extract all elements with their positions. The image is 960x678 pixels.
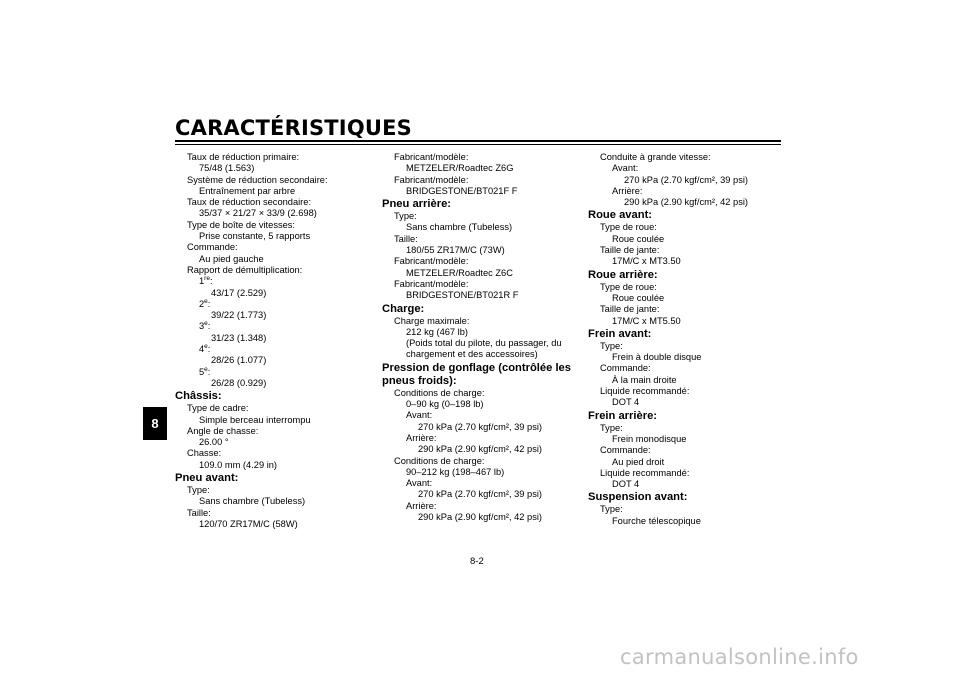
spec-text: 3	[199, 321, 205, 332]
spec-text: Arrière:	[612, 185, 643, 196]
spec-label	[382, 388, 582, 399]
spec-value	[588, 163, 788, 174]
spec-colon: :	[207, 344, 211, 355]
spec-value	[175, 519, 375, 530]
spec-label	[382, 211, 582, 222]
spec-text: Type:	[600, 422, 623, 433]
spec-text: Roue coulée	[612, 233, 665, 244]
spec-label	[382, 152, 582, 163]
spec-text: Frein avant:	[588, 327, 652, 340]
spec-value	[175, 231, 375, 242]
spec-value	[175, 460, 375, 471]
spec-value	[175, 208, 375, 219]
spec-text: 290 kPa (2.90 kgf/cm², 42 psi)	[624, 197, 749, 208]
spec-value	[588, 352, 788, 363]
spec-value	[382, 338, 582, 361]
spec-text: Frein monodisque	[612, 433, 687, 444]
spec-text: Taux de réduction primaire:	[187, 152, 300, 162]
section-heading	[382, 303, 582, 316]
spec-text: 290 kPa (2.90 kgf/cm², 42 psi)	[418, 444, 543, 455]
spec-value	[382, 512, 582, 523]
spec-text: 75/48 (1.563)	[199, 163, 255, 174]
spec-value	[382, 222, 582, 233]
spec-value	[382, 489, 582, 500]
ordinal-suffix: re	[204, 275, 210, 283]
spec-value	[588, 479, 788, 490]
spec-value	[588, 293, 788, 304]
spec-label	[175, 220, 375, 231]
ordinal-suffix: e	[204, 297, 208, 305]
spec-text: Conditions de charge:	[394, 455, 485, 466]
spec-label	[588, 282, 788, 293]
spec-text: 35/37 × 21/27 × 33/9 (2.698)	[199, 208, 317, 219]
spec-text: 0–90 kg (0–198 lb)	[406, 399, 484, 410]
spec-text: Avant:	[406, 478, 433, 489]
spec-value	[175, 344, 375, 355]
spec-text: 26.00 °	[199, 437, 229, 448]
spec-colon: :	[209, 276, 213, 287]
spec-label	[382, 256, 582, 267]
spec-text: 26/28 (0.929)	[211, 377, 267, 388]
spec-text: BRIDGESTONE/BT021R F	[406, 290, 519, 301]
spec-text: Fabricant/modèle:	[394, 152, 469, 162]
section-heading	[175, 472, 375, 485]
spec-text: 270 kPa (2.70 kgf/cm², 39 psi)	[418, 489, 543, 500]
spec-text: Sans chambre (Tubeless)	[199, 496, 306, 507]
spec-label	[175, 242, 375, 253]
spec-value	[175, 437, 375, 448]
spec-value	[382, 433, 582, 444]
spec-label	[382, 234, 582, 245]
spec-label	[588, 304, 788, 315]
spec-text: Conduite à grande vitesse:	[600, 152, 711, 162]
spec-text: Pneu arrière:	[382, 198, 452, 211]
ordinal-suffix: e	[204, 320, 208, 328]
spec-text: DOT 4	[612, 397, 640, 408]
spec-label	[175, 485, 375, 496]
spec-text: Au pied gauche	[199, 253, 264, 264]
spec-text: Type de roue:	[600, 222, 657, 233]
spec-text: Type de roue:	[600, 281, 657, 292]
spec-text: Pression de gonflage (contrôlée les pneus froids):	[382, 361, 571, 387]
spec-text: 270 kPa (2.70 kgf/cm², 39 psi)	[418, 421, 543, 432]
spec-label	[382, 279, 582, 290]
spec-text: Taux de réduction secondaire:	[187, 197, 312, 208]
spec-value	[588, 197, 788, 208]
spec-text: Frein à double disque	[612, 352, 702, 363]
spec-label	[382, 316, 582, 327]
spec-text: Taille:	[187, 507, 211, 518]
page-number: 8-2	[470, 556, 484, 567]
spec-text: 1	[199, 276, 205, 287]
spec-text: Angle de chasse:	[187, 425, 259, 436]
spec-text: Type:	[394, 211, 417, 222]
spec-value	[382, 501, 582, 512]
spec-text: 17M/C x MT5.50	[612, 315, 681, 326]
spec-text: 4	[199, 344, 205, 355]
spec-value	[175, 496, 375, 507]
spec-label	[175, 508, 375, 519]
spec-value	[588, 256, 788, 267]
spec-colon: :	[207, 321, 211, 332]
spec-label	[588, 445, 788, 456]
spec-value	[382, 444, 582, 455]
spec-text: Commande:	[600, 363, 651, 374]
spec-value	[175, 254, 375, 265]
spec-text: Rapport de démultiplication:	[187, 264, 303, 275]
spec-value	[175, 378, 375, 389]
watermark: carmanualsonline.info	[620, 645, 859, 669]
spec-value	[588, 234, 788, 245]
spec-value	[382, 422, 582, 433]
spec-colon: :	[207, 366, 211, 377]
spec-text: 290 kPa (2.90 kgf/cm², 42 psi)	[418, 512, 543, 523]
spec-value	[382, 186, 582, 197]
spec-text: Type:	[600, 504, 623, 515]
spec-label	[382, 456, 582, 467]
spec-value	[588, 397, 788, 408]
spec-text: 31/23 (1.348)	[211, 332, 267, 343]
spec-text: Conditions de charge:	[394, 387, 485, 398]
spec-value	[382, 245, 582, 256]
spec-text: METZELER/Roadtec Z6G	[406, 163, 514, 174]
spec-value	[175, 299, 375, 310]
header-rule-thick	[175, 140, 781, 142]
spec-text: Type:	[600, 340, 623, 351]
spec-text: BRIDGESTONE/BT021F F	[406, 185, 518, 196]
spec-value	[175, 367, 375, 378]
spec-text: 39/22 (1.773)	[211, 310, 267, 321]
spec-value	[382, 163, 582, 174]
spec-text: 17M/C x MT3.50	[612, 256, 681, 267]
spec-text: 180/55 ZR17M/C (73W)	[406, 245, 505, 256]
spec-value	[382, 327, 582, 338]
spec-value	[382, 467, 582, 478]
section-heading	[382, 362, 582, 388]
spec-label	[588, 468, 788, 479]
spec-text: Taille de jante:	[600, 245, 660, 256]
spec-label	[588, 341, 788, 352]
spec-label	[175, 426, 375, 437]
spec-value	[175, 276, 375, 287]
spec-text: Au pied droit	[612, 456, 665, 467]
spec-value	[588, 186, 788, 197]
section-heading	[588, 410, 788, 423]
spec-value	[382, 478, 582, 489]
spec-text: Charge:	[382, 302, 425, 315]
spec-value	[588, 375, 788, 386]
spec-text: Charge maximale:	[394, 315, 470, 326]
spec-text: Sans chambre (Tubeless)	[406, 222, 513, 233]
spec-colon: :	[207, 298, 211, 309]
spec-text: Avant:	[406, 410, 433, 421]
spec-text: 270 kPa (2.70 kgf/cm², 39 psi)	[624, 174, 749, 185]
spec-value	[382, 290, 582, 301]
section-heading	[588, 209, 788, 222]
spec-text: 120/70 ZR17M/C (58W)	[199, 518, 298, 529]
spec-value	[382, 268, 582, 279]
spec-text: Type de cadre:	[187, 403, 249, 414]
spec-text: Liquide recommandé:	[600, 386, 690, 397]
spec-text: À la main droite	[612, 374, 677, 385]
section-heading	[175, 390, 375, 403]
spec-value	[175, 321, 375, 332]
spec-text: Arrière:	[406, 500, 437, 511]
spec-value	[382, 410, 582, 421]
spec-text: Roue coulée	[612, 292, 665, 303]
spec-text: DOT 4	[612, 479, 640, 490]
spec-text: Fabricant/modèle:	[394, 278, 469, 289]
spec-text: 212 kg (467 lb)	[406, 326, 469, 337]
spec-text: METZELER/Roadtec Z6C	[406, 267, 513, 278]
spec-label	[588, 152, 788, 163]
spec-text: 2	[199, 298, 205, 309]
spec-label	[588, 386, 788, 397]
section-heading	[588, 269, 788, 282]
spec-value	[588, 175, 788, 186]
spec-text: Prise constante, 5 rapports	[199, 231, 311, 242]
section-heading	[382, 198, 582, 211]
chapter-tab: 8	[143, 407, 167, 440]
spec-text: Châssis:	[175, 390, 222, 403]
spec-text: 90–212 kg (198–467 lb)	[406, 466, 505, 477]
spec-value	[175, 415, 375, 426]
page-title: CARACTÉRISTIQUES	[175, 116, 412, 140]
spec-text: Fabricant/modèle:	[394, 174, 469, 185]
spec-column-1	[175, 152, 375, 530]
spec-text: Taille de jante:	[600, 304, 660, 315]
spec-value	[175, 186, 375, 197]
spec-text: Liquide recommandé:	[600, 467, 690, 478]
spec-text: Entraînement par arbre	[199, 185, 296, 196]
spec-text: Avant:	[612, 163, 639, 174]
spec-value	[588, 457, 788, 468]
header-rule-thin	[175, 144, 781, 145]
spec-label	[175, 403, 375, 414]
spec-text: Roue avant:	[588, 209, 653, 222]
spec-text: 5	[199, 366, 205, 377]
section-heading	[588, 491, 788, 504]
spec-column-2	[382, 152, 582, 523]
spec-label	[175, 197, 375, 208]
spec-text: 109.0 mm (4.29 in)	[199, 459, 278, 470]
spec-text: Commande:	[187, 242, 238, 253]
spec-label	[588, 245, 788, 256]
spec-text: Pneu avant:	[175, 472, 239, 485]
spec-value	[588, 316, 788, 327]
spec-text: Fourche télescopique	[612, 515, 701, 526]
spec-text: Taille:	[394, 233, 418, 244]
spec-label	[175, 152, 375, 163]
spec-label	[588, 423, 788, 434]
spec-value	[588, 516, 788, 527]
spec-value	[382, 399, 582, 410]
spec-label	[588, 504, 788, 515]
spec-label	[588, 363, 788, 374]
spec-column-3	[588, 152, 788, 527]
spec-value	[175, 163, 375, 174]
spec-text: 28/26 (1.077)	[211, 355, 267, 366]
spec-text: Fabricant/modèle:	[394, 256, 469, 267]
spec-text: Commande:	[600, 445, 651, 456]
spec-text: Chasse:	[187, 448, 222, 459]
ordinal-suffix: e	[204, 365, 208, 373]
spec-text: Type:	[187, 485, 210, 496]
spec-text: (Poids total du pilote, du passager, du chargement et des accessoires)	[406, 338, 562, 360]
spec-text: Simple berceau interrompu	[199, 414, 311, 425]
spec-text: Arrière:	[406, 432, 437, 443]
section-heading	[588, 328, 788, 341]
spec-text: Suspension avant:	[588, 491, 688, 504]
spec-value	[588, 434, 788, 445]
spec-label	[588, 222, 788, 233]
spec-text: 43/17 (2.529)	[211, 287, 267, 298]
spec-label	[382, 175, 582, 186]
spec-text: Type de boîte de vitesses:	[187, 219, 296, 230]
spec-label	[175, 175, 375, 186]
spec-text: Système de réduction secondaire:	[187, 174, 328, 185]
ordinal-suffix: e	[204, 342, 208, 350]
spec-text: Roue arrière:	[588, 268, 658, 281]
spec-label	[175, 448, 375, 459]
spec-text: Frein arrière:	[588, 409, 658, 422]
